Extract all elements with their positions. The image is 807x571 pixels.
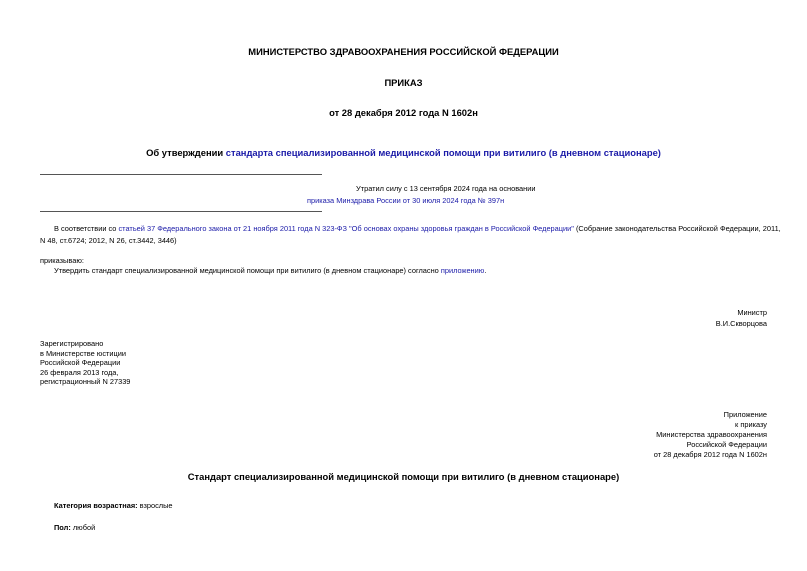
standard-title-link[interactable]: стандарта специализированной медицинской помощи при витилиго (в дневном стационаре) — [225, 147, 661, 158]
registration-line4: 26 февраля 2013 года, — [40, 367, 119, 377]
orders-word: приказываю: — [40, 256, 84, 265]
approve-text: Утвердить стандарт специализированной медицинской помощи при витилиго (в дневном стационаре) согласно — [54, 266, 441, 275]
document-title — [0, 147, 807, 158]
appendix-link[interactable]: приложению — [440, 266, 485, 275]
approve-paragraph — [54, 266, 486, 275]
preamble-text: В соответствии со — [54, 224, 119, 233]
notice-link-wrap — [307, 196, 504, 205]
divider-top — [40, 174, 322, 175]
approve-end: . — [484, 266, 487, 275]
ministry-heading: МИНИСТЕРСТВО ЗДРАВООХРАНЕНИЯ РОССИЙСКОЙ ФЕДЕРАЦИИ — [248, 46, 559, 57]
appendix-line1: Приложение — [723, 410, 767, 419]
registration-line3: Российской Федерации — [40, 358, 121, 367]
appendix-line5: от 28 декабря 2012 года N 1602н — [653, 450, 767, 459]
age-category-label: Категория возрастная: — [54, 501, 138, 510]
doc-type-heading: ПРИКАЗ — [384, 77, 423, 88]
registration-line1: Зарегистрировано — [40, 339, 104, 348]
preamble-line2: N 48, ст.6724; 2012, N 26, ст.3442, 3446) — [40, 236, 177, 245]
sex-label: Пол: — [54, 523, 71, 532]
registration-line5: регистрационный N 27339 — [40, 377, 131, 386]
appendix-line3: Министерства здравоохранения — [656, 430, 767, 439]
sex-value: любой — [70, 523, 96, 532]
law-article-link[interactable]: статьей 37 Федерального закона от 21 ноября 2011 года N 323-ФЗ "Об основах охраны здоровья граждан в Российской Федерации" — [118, 224, 574, 233]
signature-position: Министр — [737, 308, 767, 317]
divider-bottom — [40, 211, 322, 212]
sex-category — [54, 523, 95, 532]
appendix-line2: к приказу — [735, 420, 767, 429]
signature-name: В.И.Скворцова — [715, 319, 767, 328]
age-category-value: взрослые — [137, 501, 173, 510]
registration-line2: в Министерстве юстиции — [40, 348, 127, 358]
appendix-line4: Российской Федерации — [686, 440, 767, 449]
title-prefix: Об утверждении — [146, 147, 226, 158]
preamble-line1 — [54, 224, 781, 233]
repeal-order-link[interactable]: приказа Минздрава России от 30 июля 2024 года № 397н — [307, 196, 505, 205]
doc-date-number: от 28 декабря 2012 года N 1602н — [329, 107, 478, 118]
age-category — [54, 501, 173, 510]
preamble-source: (Собрание законодательства Российской Федерации, 2011, — [573, 224, 781, 233]
standard-title: Стандарт специализированной медицинской помощи при витилиго (в дневном стационаре) — [187, 471, 620, 482]
